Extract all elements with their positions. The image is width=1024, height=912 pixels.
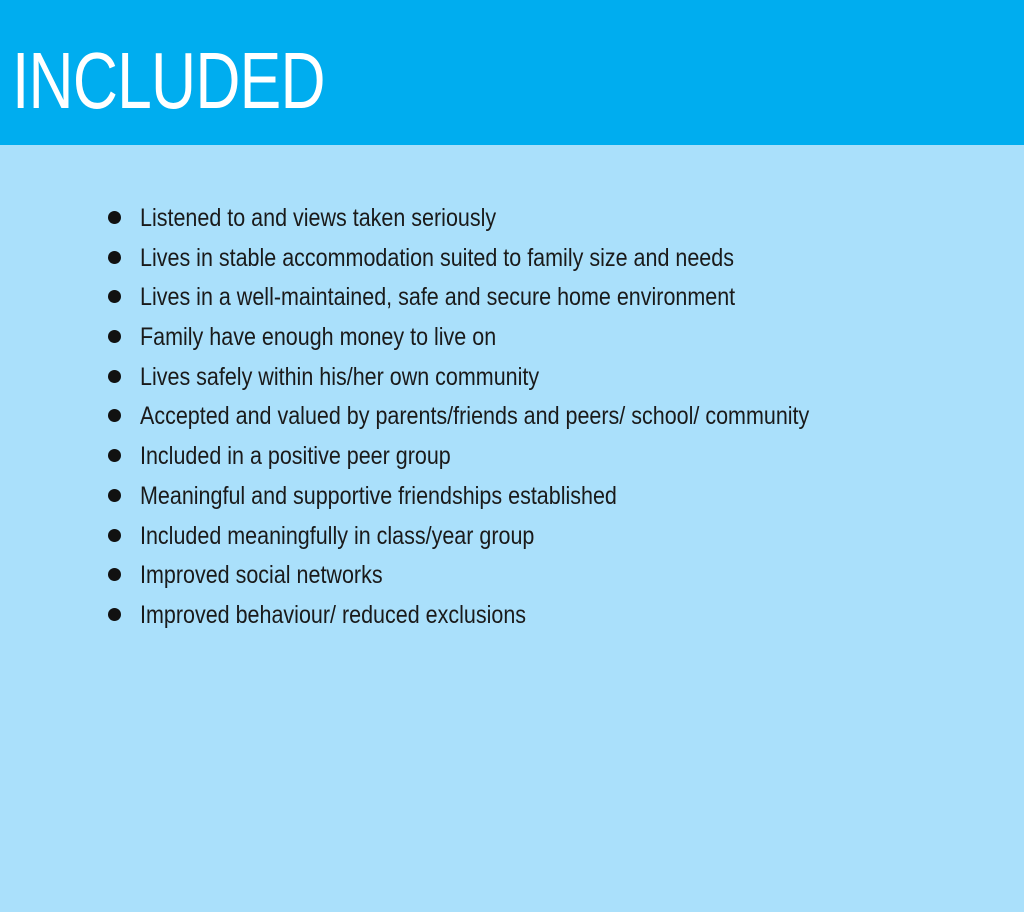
bullet-icon — [108, 290, 121, 303]
bullet-icon — [108, 529, 121, 542]
bullet-icon — [108, 608, 121, 621]
list-item-text: Lives safely within his/her own community — [140, 362, 540, 391]
bullet-icon — [108, 211, 121, 224]
list-item-text: Lives in stable accommodation suited to family size and needs — [140, 243, 734, 272]
bullet-icon — [108, 330, 121, 343]
bullet-icon — [108, 370, 121, 383]
bullet-icon — [108, 489, 121, 502]
list-item-text: Included in a positive peer group — [140, 442, 451, 471]
page-title: INCLUDED — [12, 36, 325, 125]
content-area — [0, 145, 1024, 912]
list-item-text: Lives in a well-maintained, safe and secure home environment — [140, 283, 736, 312]
list-item-text: Improved social networks — [140, 561, 383, 590]
list-item-text: Improved behaviour/ reduced exclusions — [140, 600, 527, 629]
header-banner — [0, 0, 1024, 145]
list-item-text: Included meaningfully in class/year group — [140, 521, 535, 550]
list-item-text: Accepted and valued by parents/friends and peers/ school/ community — [140, 402, 810, 431]
bullet-icon — [108, 568, 121, 581]
bullet-icon — [108, 409, 121, 422]
list-item-text: Listened to and views taken seriously — [140, 204, 497, 232]
bullet-icon — [108, 449, 121, 462]
list-item-text: Meaningful and supportive friendships established — [140, 481, 617, 510]
bullet-icon — [108, 251, 121, 264]
list-item-text: Family have enough money to live on — [140, 323, 497, 352]
